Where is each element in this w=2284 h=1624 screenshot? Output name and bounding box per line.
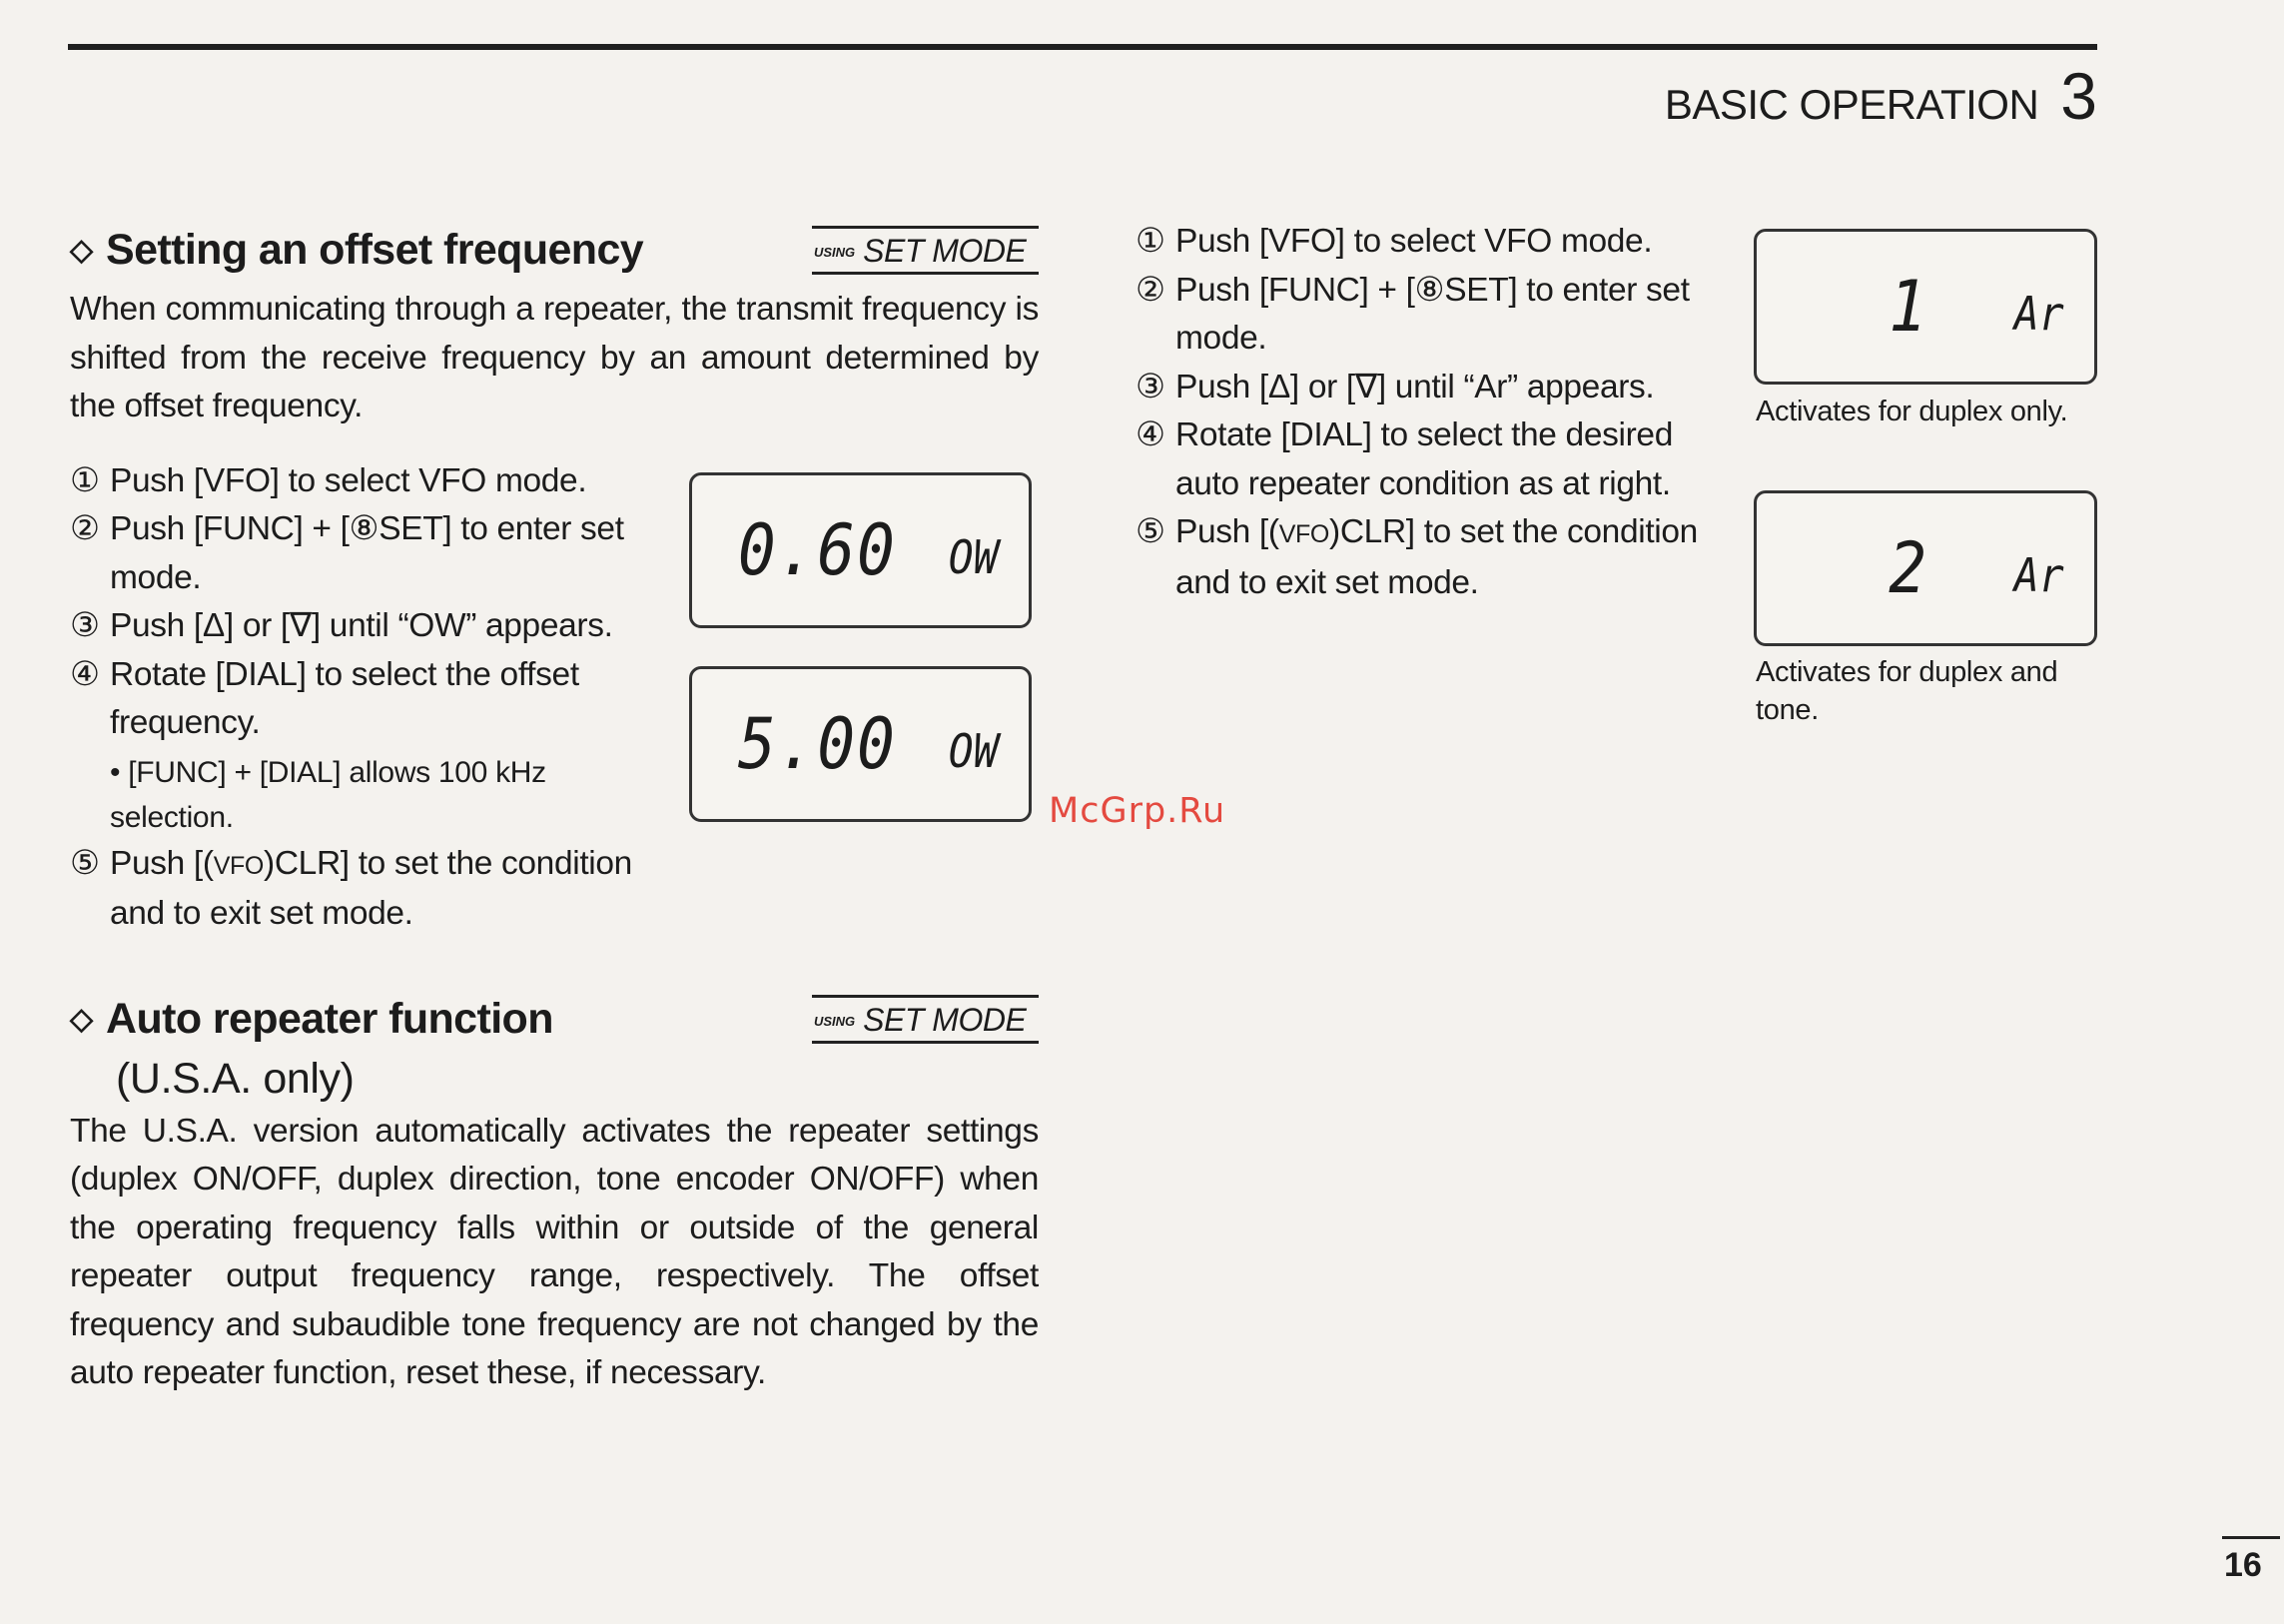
set-mode-tag: $^{USING}$ SET MODE [812, 226, 1039, 275]
diamond-icon: ◇ [70, 1002, 93, 1036]
step-item: ⑤ Push [(VFO)CLR] to set the condition and to exit set mode. [1136, 513, 1698, 601]
lcd-display: 1 Ar [1754, 229, 2097, 385]
display-caption: Activates for duplex only. [1756, 396, 2068, 427]
lcd-display: 2 Ar [1754, 490, 2097, 646]
step-item: ④ Rotate [DIAL] to select the desired auto repeater condition as at right. [1136, 416, 1673, 502]
page-number: 16 [2224, 1546, 2262, 1584]
watermark: McGrp.Ru [1049, 791, 1226, 831]
step-item: ② Push [FUNC] + [⑧SET] to enter set mode. [1136, 271, 1690, 357]
auto-section-title: Auto repeater function [106, 994, 553, 1043]
page-number-rule [2222, 1536, 2280, 1539]
diamond-icon: ◇ [70, 234, 93, 267]
auto-intro: The U.S.A. version automatically activates the repeater settings (duplex ON/OFF, duplex direction, tone encoder ON/OFF) when the operating frequency falls within or outside of the general repeater output frequency range, respectively. The offset frequency and subaudible tone frequency are not changed by the auto repeater function, reset these, if necessary. [70, 1112, 1039, 1391]
set-mode-tag: $^{USING}$ SET MODE [812, 995, 1039, 1044]
step-item: ④ Rotate [DIAL] to select the offset frequency. • [FUNC] + [DIAL] allows 100 kHz selection. [70, 651, 664, 840]
offset-section-heading [70, 226, 1039, 286]
step-note: • [FUNC] + [DIAL] allows 100 kHz selection. [110, 755, 546, 834]
step-item: ③ Push [Δ] or [∇] until “OW” appears. [70, 607, 613, 644]
offset-intro: When communicating through a repeater, the transmit frequency is shifted from the receive frequency by an amount determined by the offset frequency. [70, 291, 1039, 424]
chapter-title: BASIC OPERATION [1664, 81, 2039, 128]
top-rule [68, 44, 2097, 50]
auto-section-subtitle: (U.S.A. only) [116, 1054, 355, 1103]
step-item: ③ Push [Δ] or [∇] until “Ar” appears. [1136, 368, 1655, 406]
display-caption: Activates for duplex and tone. [1756, 656, 2058, 726]
page-header [1665, 58, 2097, 134]
step-item: ② Push [FUNC] + [⑧SET] to enter set mode. [70, 510, 624, 596]
auto-section-heading [70, 995, 1039, 1055]
offset-section-title: Setting an offset frequency [106, 226, 644, 274]
lcd-display: 5.00 OW [689, 666, 1032, 822]
auto-repeater-steps [1136, 218, 1730, 607]
step-item: ① Push [VFO] to select VFO mode. [70, 461, 587, 499]
step-item: ⑤ Push [(VFO)CLR] to set the condition and to exit set mode. [70, 844, 632, 932]
chapter-number: 3 [2060, 59, 2097, 133]
offset-steps [70, 457, 664, 939]
step-item: ① Push [VFO] to select VFO mode. [1136, 223, 1653, 260]
lcd-display: 0.60 OW [689, 472, 1032, 628]
